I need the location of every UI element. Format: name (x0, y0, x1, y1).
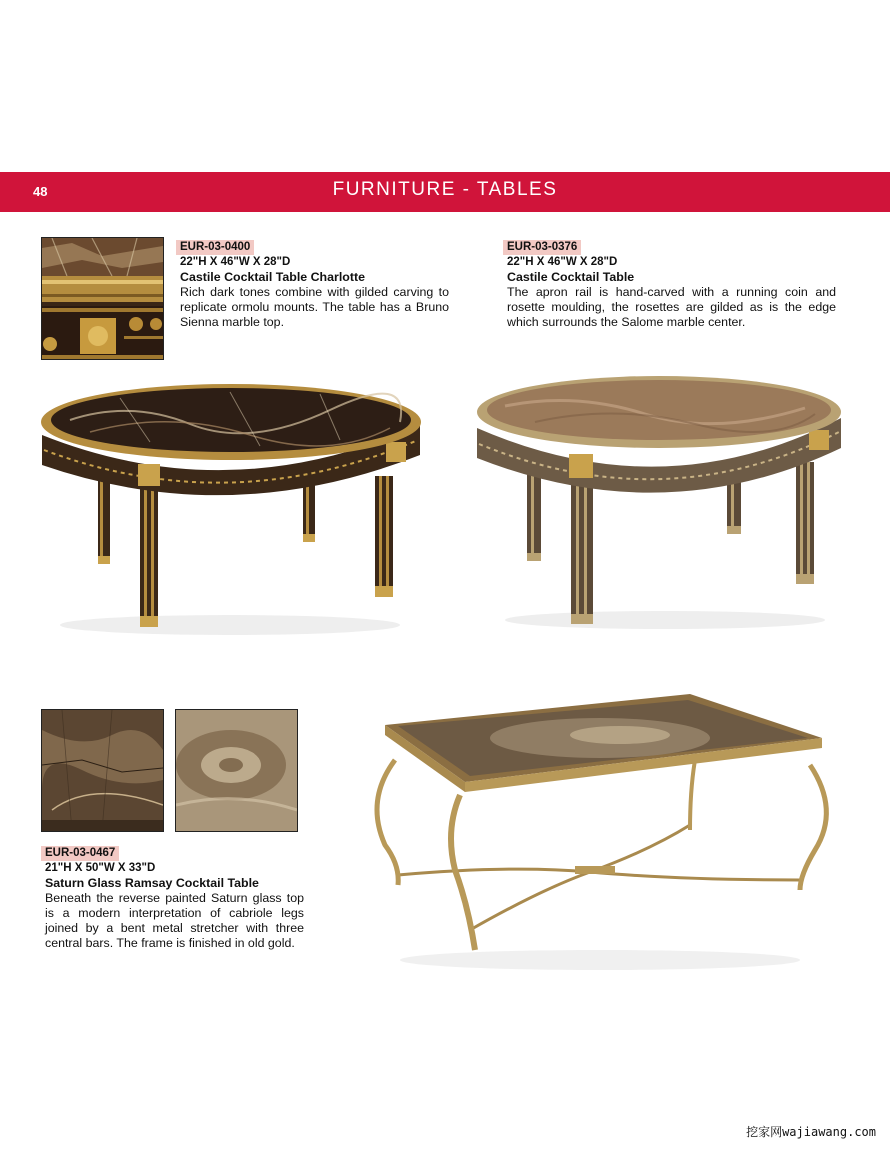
product-name: Castile Cocktail Table (507, 270, 635, 284)
product-name: Castile Cocktail Table Charlotte (180, 270, 365, 284)
section-header-bar (0, 172, 890, 212)
product-info-charlotte (176, 239, 449, 330)
section-title: FURNITURE - TABLES (332, 179, 558, 200)
product-photo-charlotte (30, 380, 430, 640)
product-photo-saturn (360, 680, 845, 980)
product-description: Rich dark tones combine with gilded carving to replicate ormolu mounts. The table has a Bruno Sienna marble top. (180, 285, 449, 329)
product-info-castile (503, 239, 836, 330)
product-description: Beneath the reverse painted Saturn glass top is a modern interpretation of cabriole legs joined by a bent metal stretcher with three central bars. The frame is finished in old gold. (45, 891, 304, 950)
product-sku: EUR-03-0376 (503, 240, 581, 255)
product-sku: EUR-03-0400 (176, 240, 254, 255)
product-dimensions: 22"H X 46"W X 28"D (507, 256, 618, 268)
product-name: Saturn Glass Ramsay Cocktail Table (45, 876, 259, 890)
product-sku: EUR-03-0467 (41, 846, 119, 861)
product-detail-swatch-glass-closeup (41, 709, 164, 832)
product-photo-castile (465, 370, 850, 635)
product-description: The apron rail is hand-carved with a running coin and rosette moulding, the rosettes are gilded as is the edge which surrounds the Salome marble center. (507, 285, 836, 329)
page-number: 48 (33, 184, 48, 199)
product-detail-swatch-charlotte (41, 237, 164, 360)
product-dimensions: 21"H X 50"W X 33"D (45, 862, 156, 874)
product-detail-swatch-glass-top (175, 709, 298, 832)
footer-watermark: 挖家网wajiawang.com (746, 1125, 876, 1139)
product-dimensions: 22"H X 46"W X 28"D (180, 256, 291, 268)
product-info-saturn (41, 845, 304, 951)
